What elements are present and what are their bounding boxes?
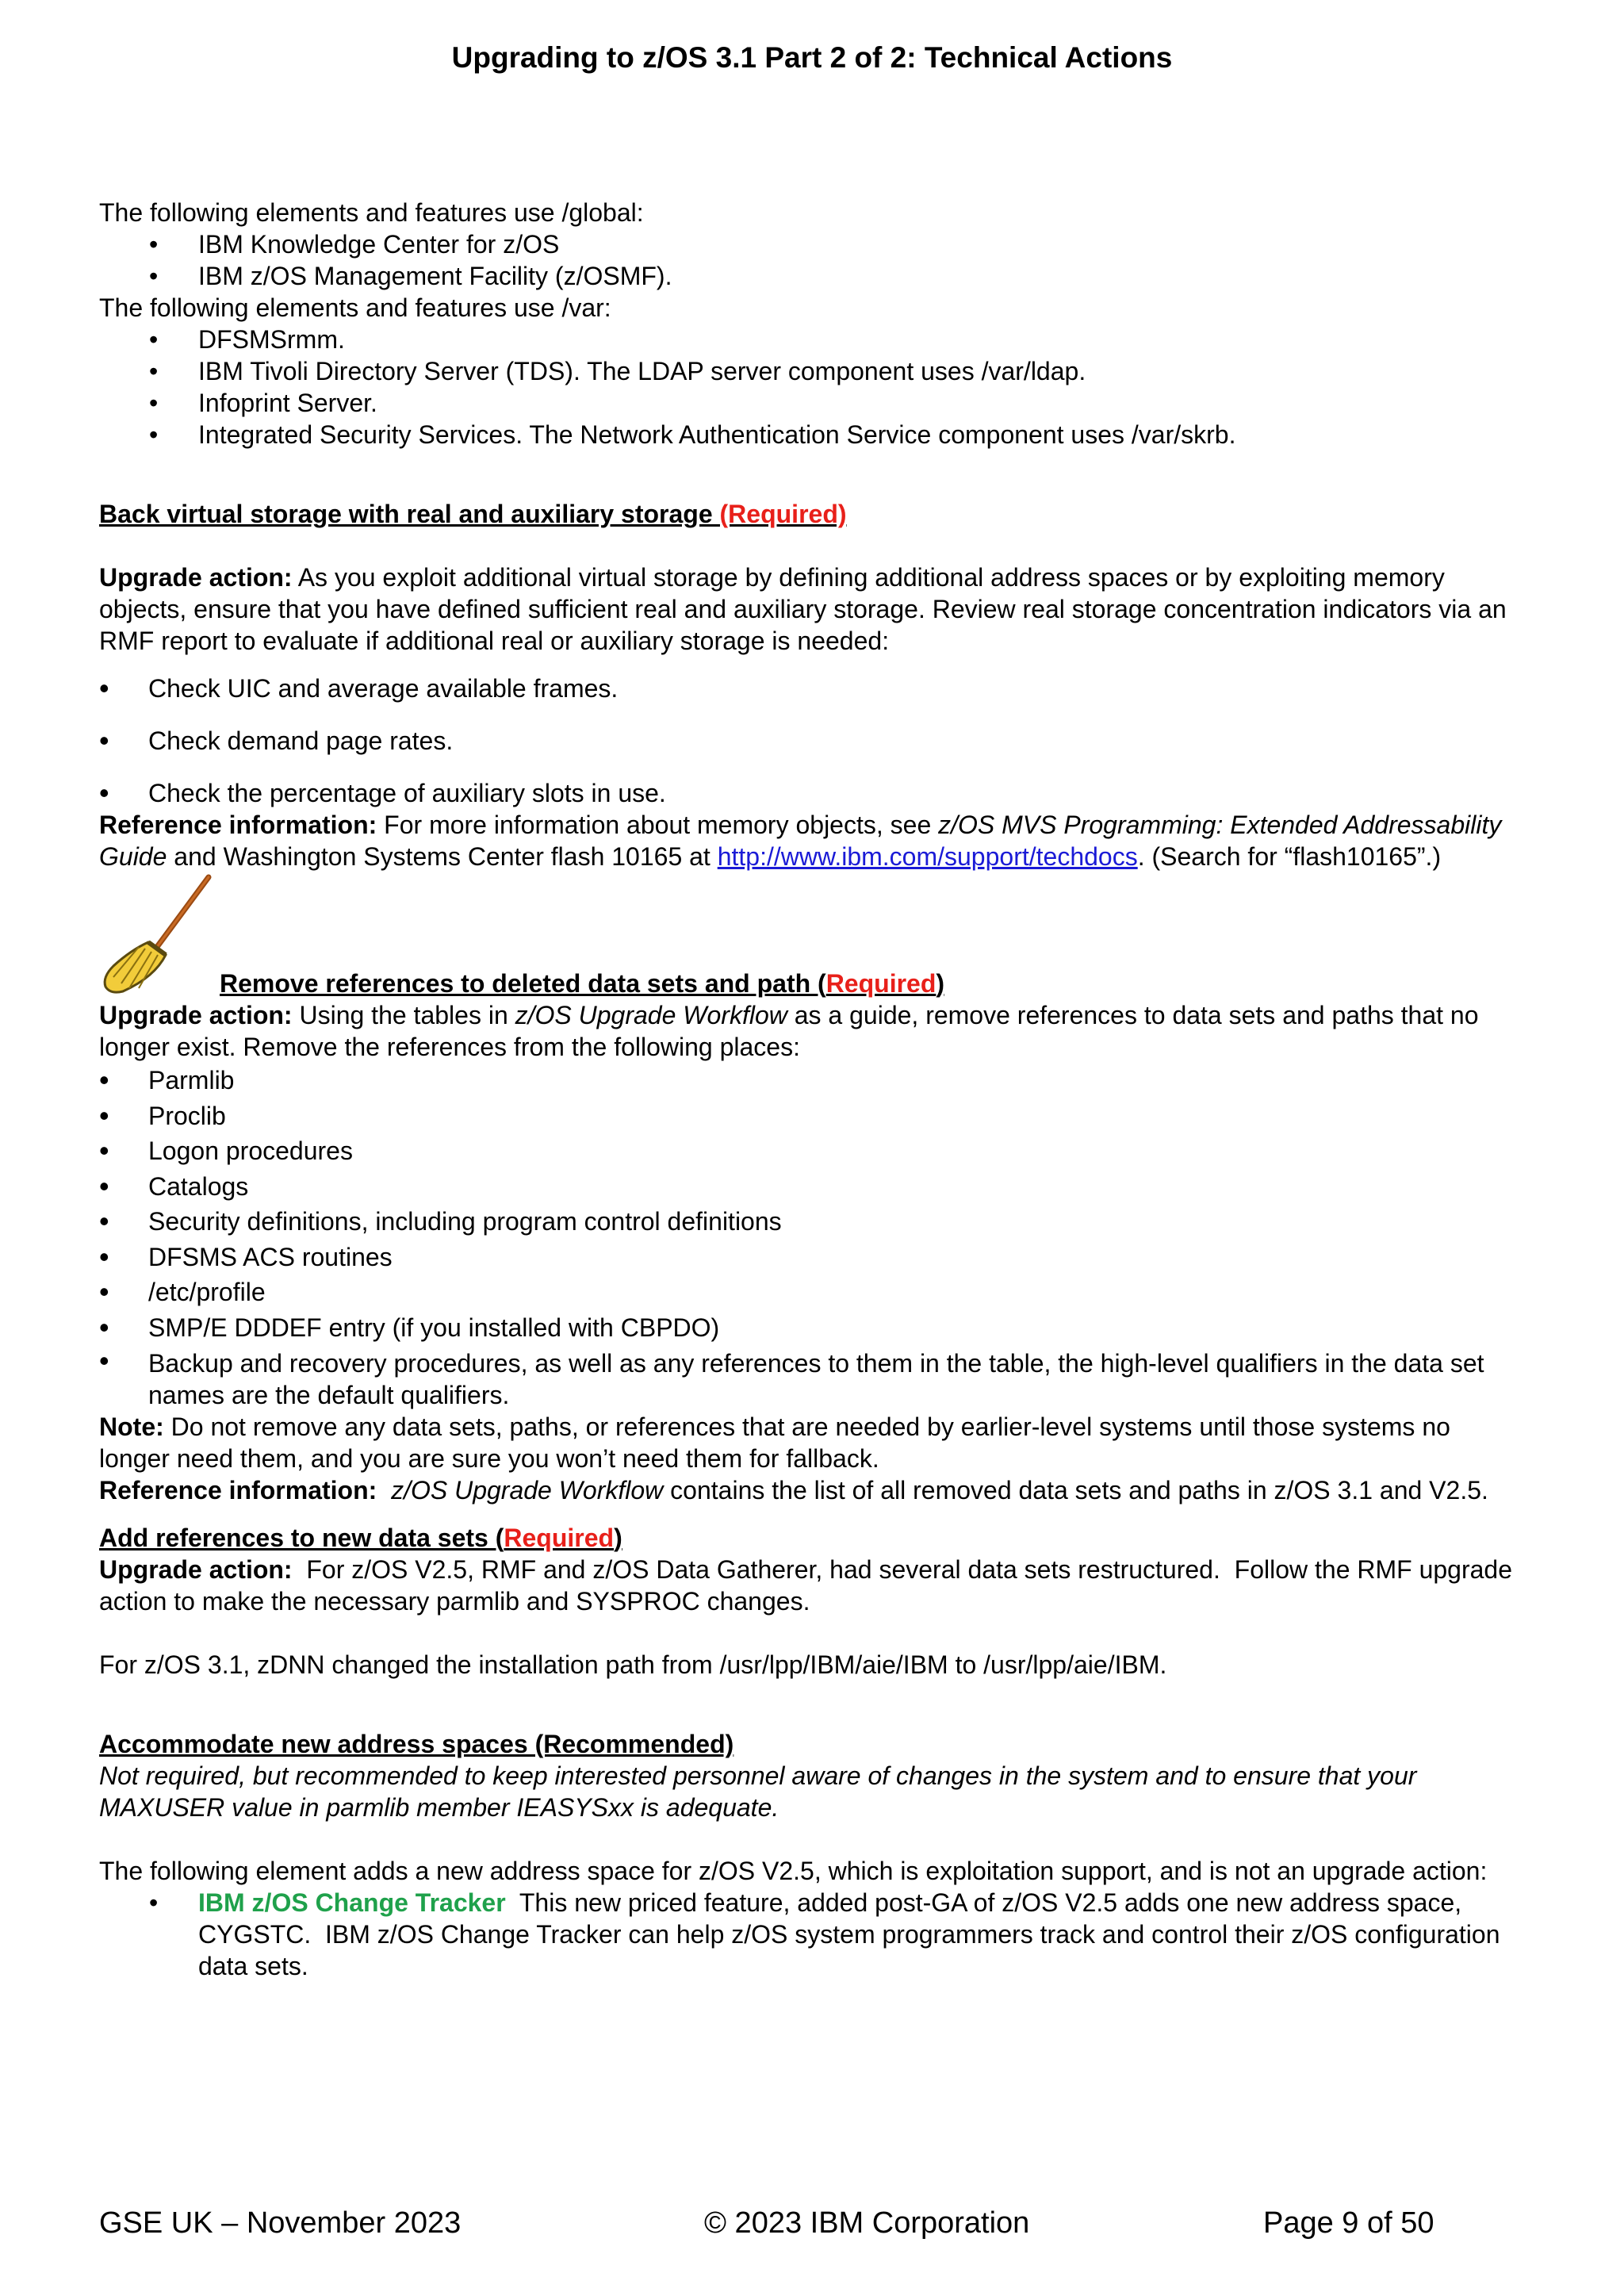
list-item <box>99 1887 1519 1982</box>
upgrade-action-label: Upgrade action: <box>99 563 293 592</box>
upgrade-action-label: Upgrade action: <box>99 1555 293 1584</box>
list-item: • Check demand page rates. <box>99 725 1519 757</box>
note-paragraph <box>99 1411 1519 1474</box>
workflow-title: z/OS Upgrade Workflow <box>391 1476 664 1504</box>
reference-text: For more information about memory objects, see <box>377 811 939 839</box>
required-tag: Required <box>825 969 936 998</box>
heading-text: ) <box>614 1524 622 1552</box>
upgrade-action-label: Upgrade action: <box>99 1001 293 1029</box>
heading-text: Remove references to deleted data sets and path ( <box>220 969 826 998</box>
reference-paragraph <box>99 809 1519 872</box>
list-item: • Security definitions, including program control definitions <box>99 1204 1519 1240</box>
var-list <box>99 324 1519 450</box>
footer-page-number: Page 9 of 50 <box>1263 2206 1434 2240</box>
broom-icon <box>99 872 218 999</box>
page-title: Upgrading to z/OS 3.1 Part 2 of 2: Technical Actions <box>451 41 1173 74</box>
list-item: • /etc/profile <box>99 1274 1519 1310</box>
reference-paragraph <box>99 1474 1519 1506</box>
required-tag: Required <box>504 1524 615 1552</box>
list-item: • SMP/E DDDEF entry (if you installed with CBPDO) <box>99 1310 1519 1346</box>
recommendation-note <box>99 1760 1519 1823</box>
list-item: • Proclib <box>99 1098 1519 1134</box>
heading-text: Back virtual storage with real and auxiliary storage <box>99 500 720 528</box>
address-space-intro: The following element adds a new address space for z/OS V2.5, which is exploitation support, and is not an upgrade action: <box>99 1857 1488 1885</box>
global-list <box>99 228 1519 292</box>
section-heading-add-refs <box>99 1522 1519 1554</box>
upgrade-action-text: For z/OS V2.5, RMF and z/OS Data Gatherer, had several data sets restructured. Follow the RMF upgrade action to make the necessary parmlib and SYSPROC changes. <box>99 1555 1519 1616</box>
reference-text: contains the list of all removed data sets and paths in z/OS 3.1 and V2.5. <box>663 1476 1488 1504</box>
reference-label: Reference information: <box>99 1476 377 1504</box>
list-item: • Infoprint Server. <box>99 387 1519 419</box>
list-item: • Backup and recovery procedures, as well as any references to them in the table, the high-level qualifiers in the data set names are the default qualifiers. <box>99 1345 1519 1411</box>
list-item: • IBM Tivoli Directory Server (TDS). The LDAP server component uses /var/ldap. <box>99 355 1519 387</box>
storage-check-list <box>99 673 1519 809</box>
list-item: • Logon procedures <box>99 1133 1519 1169</box>
var-intro: The following elements and features use /var: <box>99 293 611 322</box>
remove-refs-heading-row <box>99 872 1519 999</box>
change-tracker-label: IBM z/OS Change Tracker <box>198 1888 506 1917</box>
upgrade-action-paragraph <box>99 999 1519 1063</box>
reference-label: Reference information: <box>99 811 377 839</box>
global-intro: The following elements and features use /global: <box>99 198 644 227</box>
section-heading-address-spaces: Accommodate new address spaces (Recommended) <box>99 1730 734 1758</box>
list-item: • DFSMSrmm. <box>99 324 1519 355</box>
recommendation-text: Not required, but recommended to keep interested personnel aware of changes in the system and to ensure that your MAXUSER value in parmlib member IEASYSxx is adequate. <box>99 1761 1417 1822</box>
section-heading-back-storage <box>99 498 1519 530</box>
list-item: • DFSMS ACS routines <box>99 1240 1519 1275</box>
heading-text: Add references to new data sets ( <box>99 1524 504 1552</box>
change-tracker-text: This new priced feature, added post-GA of z/OS V2.5 adds one new address space, CYGSTC. IBM z/OS Change Tracker can help z/OS system programmers track and control their z/OS configuration data sets. <box>198 1888 1507 1980</box>
reference-text <box>377 1476 391 1504</box>
list-item: • Parmlib <box>99 1063 1519 1098</box>
upgrade-action-paragraph <box>99 562 1519 657</box>
section-heading-remove-refs <box>220 968 944 999</box>
remove-places-list <box>99 1063 1519 1411</box>
list-item: • IBM Knowledge Center for z/OS <box>99 228 1519 260</box>
address-space-list <box>99 1887 1519 1982</box>
upgrade-action-text: as a guide, remove references to data sets and paths that no longer exist. Remove the references from the following places: <box>99 1001 1479 1061</box>
upgrade-action-paragraph <box>99 1554 1519 1617</box>
list-item: • Integrated Security Services. The Network Authentication Service component uses /var/skrb. <box>99 419 1519 450</box>
page-content <box>99 197 1519 1982</box>
reference-title: z/OS MVS Programming: Extended Addressability Guide <box>99 811 1502 871</box>
upgrade-action-text: Using the tables in <box>292 1001 515 1029</box>
list-item: • Catalogs <box>99 1169 1519 1205</box>
footer-copyright: © 2023 IBM Corporation <box>704 2206 1030 2240</box>
list-item: • Check the percentage of auxiliary slots in use. <box>99 777 1519 809</box>
list-item: • Check UIC and average available frames. <box>99 673 1519 704</box>
note-text: Do not remove any data sets, paths, or references that are needed by earlier-level systems until those systems no longer need them, and you are sure you won’t need them for fallback. <box>99 1412 1450 1473</box>
workflow-title: z/OS Upgrade Workflow <box>515 1001 787 1029</box>
required-tag: (Required) <box>719 500 847 528</box>
techdocs-link[interactable]: http://www.ibm.com/support/techdocs <box>717 842 1138 871</box>
heading-text: ) <box>936 969 945 998</box>
reference-text: . (Search for “flash10165”.) <box>1137 842 1442 871</box>
page-footer <box>99 2203 1526 2243</box>
list-item: • IBM z/OS Management Facility (z/OSMF). <box>99 260 1519 292</box>
reference-text: and Washington Systems Center flash 10165 at <box>167 842 718 871</box>
footer-event: GSE UK – November 2023 <box>99 2206 462 2240</box>
zdnn-paragraph: For z/OS 3.1, zDNN changed the installation path from /usr/lpp/IBM/aie/IBM to /usr/lpp/aie/IBM. <box>99 1650 1167 1679</box>
upgrade-action-text: As you exploit additional virtual storage by defining additional address spaces or by exploiting memory objects, ensure that you have defined sufficient real and auxiliary storage. Review real storage concentration indicators via an RMF report to evaluate if additional real or auxiliary storage is needed: <box>99 563 1507 655</box>
note-label: Note: <box>99 1412 164 1441</box>
